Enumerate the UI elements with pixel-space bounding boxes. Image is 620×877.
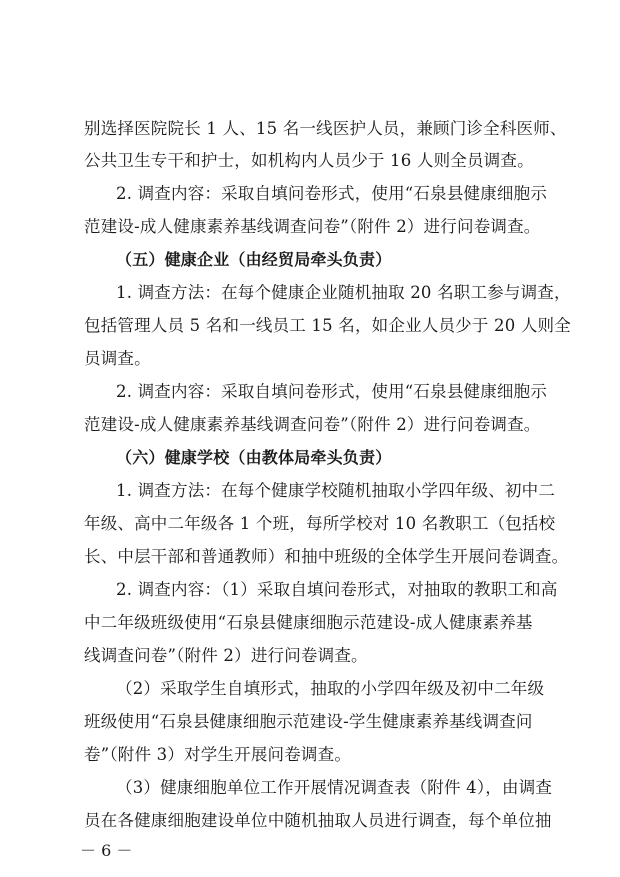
- section-heading: （六）健康学校（由教体局牵头负责）: [116, 448, 392, 467]
- text-line: 范建设-成人健康素养基线调查问卷”（附件 2）进行问卷调查。: [84, 415, 541, 434]
- text-line: （3）健康细胞单位工作开展情况调查表（附件 4），由调查: [116, 778, 553, 797]
- text-line: 1. 调查方法：在每个健康企业随机抽取 20 名职工参与调查，: [116, 283, 571, 302]
- text-line: 员在各健康细胞建设单位中随机抽取人员进行调查，每个单位抽: [84, 811, 552, 830]
- text-line: 中二年级班级使用“石泉县健康细胞示范建设-成人健康素养基: [84, 613, 533, 632]
- text-line: 1. 调查方法：在每个健康学校随机抽取小学四年级、初中二: [116, 481, 556, 500]
- text-line: 别选择医院院长 1 人、15 名一线医护人员，兼顾门诊全科医师、: [84, 119, 567, 138]
- text-line: 年级、高中二年级各 1 个班，每所学校对 10 名教职工（包括校: [84, 514, 556, 533]
- text-line: 2. 调查内容：（1）采取自填问卷形式，对抽取的教职工和高: [116, 580, 558, 599]
- text-line: 线调查问卷”（附件 2）进行问卷调查。: [84, 646, 368, 665]
- text-line: 班级使用“石泉县健康细胞示范建设-学生健康素养基线调查问: [84, 712, 533, 731]
- text-line: 2. 调查内容：采取自填问卷形式，使用“石泉县健康细胞示: [116, 382, 548, 401]
- text-line: 公共卫生专干和护士，如机构内人员少于 16 人则全员调查。: [84, 151, 534, 170]
- text-line: 卷”（附件 3）对学生开展问卷调查。: [84, 745, 352, 764]
- text-line: 包括管理人员 5 名和一线员工 15 名，如企业人员少于 20 人则全: [84, 316, 571, 335]
- text-line: 范建设-成人健康素养基线调查问卷”（附件 2）进行问卷调查。: [84, 217, 541, 236]
- text-line: 长、中层干部和普通教师）和抽中班级的全体学生开展问卷调查。: [84, 547, 569, 566]
- text-line: 员调查。: [84, 349, 151, 368]
- page-number: － 6 －: [80, 841, 133, 860]
- text-line: （2）采取学生自填形式，抽取的小学四年级及初中二年级: [116, 679, 545, 698]
- text-line: 2. 调查内容：采取自填问卷形式，使用“石泉县健康细胞示: [116, 184, 548, 203]
- section-heading: （五）健康企业（由经贸局牵头负责）: [116, 250, 392, 269]
